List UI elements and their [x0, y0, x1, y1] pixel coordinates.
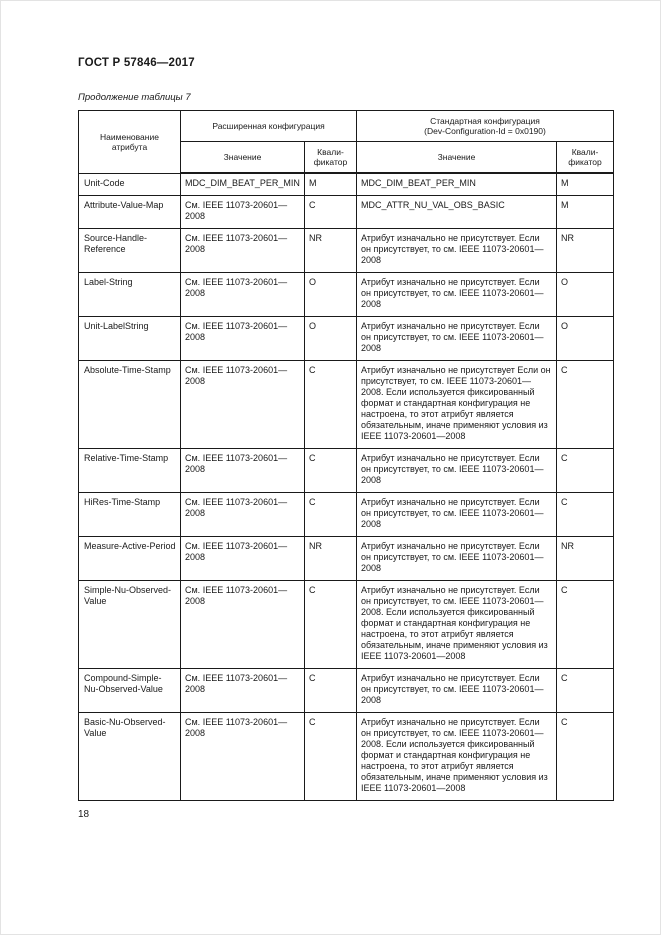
attribute-name-cell: Label-String	[79, 273, 181, 317]
table-row	[79, 449, 614, 493]
attribute-name-cell: HiRes-Time-Stamp	[79, 493, 181, 537]
header-group-row	[79, 111, 614, 142]
extended-value-cell: См. IEEE 11073-20601—2008	[181, 493, 305, 537]
attribute-name-cell: Unit-Code	[79, 173, 181, 196]
extended-qualifier-cell: M	[305, 173, 357, 196]
extended-value-cell: См. IEEE 11073-20601—2008	[181, 273, 305, 317]
header-standard-config-title: Стандартная конфигурация	[430, 116, 540, 126]
standard-value-cell: MDC_​DIM_​BEAT_​PER_​MIN	[357, 173, 557, 196]
standard-value-cell: Атрибут изначально не присутствует. Если он присутствует, то см. IEEE 11073-20601—2008. Если используется фиксированный формат и стандартная конфигурация не настроена, то этот атрибут является обязательным, иначе применяют условия из IEEE 11073-20601—2008	[357, 713, 557, 801]
table-row	[79, 273, 614, 317]
extended-qualifier-cell: NR	[305, 537, 357, 581]
extended-qualifier-cell: C	[305, 449, 357, 493]
table-row	[79, 229, 614, 273]
standard-qualifier-cell: C	[557, 493, 614, 537]
standard-qualifier-cell: C	[557, 449, 614, 493]
standard-qualifier-cell: O	[557, 317, 614, 361]
standard-qualifier-cell: O	[557, 273, 614, 317]
extended-value-cell: См. IEEE 11073-20601—2008	[181, 581, 305, 669]
header-extended-config-group: Расширенная конфигурация	[181, 111, 357, 142]
standard-value-cell: Атрибут изначально не присутствует. Если он присутствует, то см. IEEE 11073-20601—2008	[357, 537, 557, 581]
attribute-name-cell: Simple-Nu-Observed-Value	[79, 581, 181, 669]
standard-qualifier-cell: M	[557, 196, 614, 229]
extended-value-cell: См. IEEE 11073-20601—2008	[181, 229, 305, 273]
extended-value-cell: См. IEEE 11073-20601—2008	[181, 361, 305, 449]
attributes-table	[78, 110, 614, 801]
standard-qualifier-cell: NR	[557, 537, 614, 581]
table-caption: Продолжение таблицы 7	[78, 92, 191, 103]
header-extended-value: Значение	[181, 142, 305, 174]
table-row	[79, 361, 614, 449]
standard-qualifier-cell: NR	[557, 229, 614, 273]
standard-qualifier-cell: C	[557, 713, 614, 801]
table-row	[79, 581, 614, 669]
header-standard-qualifier: Квали-фикатор	[557, 142, 614, 174]
standard-qualifier-cell: M	[557, 173, 614, 196]
standard-value-cell: Атрибут изначально не присутствует. Если он присутствует, то см. IEEE 11073-20601—2008	[357, 493, 557, 537]
table-row	[79, 196, 614, 229]
header-standard-config-group	[357, 111, 614, 142]
table-header	[79, 111, 614, 174]
standard-value-cell: Атрибут изначально не присутствует. Если он присутствует, то см. IEEE 11073-20601—2008. Если используется фиксированный формат и стандартная конфигурация не настроена, то этот атрибут является обязательным, иначе применяют условия из IEEE 11073-20601—2008	[357, 581, 557, 669]
table-body	[79, 173, 614, 801]
extended-value-cell: См. IEEE 11073-20601—2008	[181, 713, 305, 801]
standard-value-cell: Атрибут изначально не присутствует. Если он присутствует, то см. IEEE 11073-20601—2008	[357, 317, 557, 361]
attribute-name-cell: Basic-Nu-Observed-Value	[79, 713, 181, 801]
standard-value-cell: Атрибут изначально не присутствует. Если он присутствует, то см. IEEE 11073-20601—2008	[357, 273, 557, 317]
standard-qualifier-cell: C	[557, 361, 614, 449]
table-row	[79, 173, 614, 196]
page-number: 18	[78, 809, 90, 820]
extended-value-cell: См. IEEE 11073-20601—2008	[181, 537, 305, 581]
document-code: ГОСТ Р 57846—2017	[78, 57, 195, 69]
extended-qualifier-cell: NR	[305, 229, 357, 273]
extended-qualifier-cell: C	[305, 581, 357, 669]
standard-value-cell: Атрибут изначально не присутствует. Если он присутствует, то см. IEEE 11073-20601—2008	[357, 229, 557, 273]
attribute-name-cell: Measure-Active-Period	[79, 537, 181, 581]
extended-qualifier-cell: O	[305, 273, 357, 317]
standard-qualifier-cell: C	[557, 581, 614, 669]
standard-value-cell: Атрибут изначально не присутствует Если он присутствует, то см. IEEE 11073-20601—2008. Если используется фиксированный формат и стандартная конфигурация не настроена, то этот атрибут является обязательным, иначе применяют условия из IEEE 11073-20601—2008	[357, 361, 557, 449]
attribute-name-cell: Source-Handle-Reference	[79, 229, 181, 273]
table-row	[79, 537, 614, 581]
header-extended-qualifier: Квали-фикатор	[305, 142, 357, 174]
extended-value-cell: См. IEEE 11073-20601—2008	[181, 317, 305, 361]
standard-qualifier-cell: C	[557, 669, 614, 713]
extended-value-cell: MDC_​DIM_​BEAT_​PER_​MIN	[181, 173, 305, 196]
attribute-name-cell: Attribute-Value-Map	[79, 196, 181, 229]
standard-value-cell: MDC_​ATTR_​NU_​VAL_​OBS_​BASIC	[357, 196, 557, 229]
extended-value-cell: См. IEEE 11073-20601—2008	[181, 669, 305, 713]
extended-qualifier-cell: C	[305, 713, 357, 801]
extended-qualifier-cell: C	[305, 361, 357, 449]
table-row	[79, 713, 614, 801]
extended-value-cell: См. IEEE 11073-20601—2008	[181, 449, 305, 493]
extended-qualifier-cell: O	[305, 317, 357, 361]
extended-qualifier-cell: C	[305, 493, 357, 537]
table-row	[79, 317, 614, 361]
standard-value-cell: Атрибут изначально не присутствует. Если он присутствует, то см. IEEE 11073-20601—2008	[357, 669, 557, 713]
header-attribute-name: Наименование атрибута	[79, 111, 181, 174]
header-standard-value: Значение	[357, 142, 557, 174]
attribute-name-cell: Compound-Simple-Nu-Observed-Value	[79, 669, 181, 713]
attribute-name-cell: Unit-LabelString	[79, 317, 181, 361]
header-standard-config-id: (Dev-Configuration-Id = 0x0190)	[424, 126, 546, 136]
table-row	[79, 493, 614, 537]
extended-qualifier-cell: C	[305, 669, 357, 713]
attribute-name-cell: Absolute-Time-Stamp	[79, 361, 181, 449]
extended-value-cell: См. IEEE 11073-20601—2008	[181, 196, 305, 229]
table-row	[79, 669, 614, 713]
extended-qualifier-cell: C	[305, 196, 357, 229]
attribute-name-cell: Relative-Time-Stamp	[79, 449, 181, 493]
standard-value-cell: Атрибут изначально не присутствует. Если он присутствует, то см. IEEE 11073-20601—2008	[357, 449, 557, 493]
